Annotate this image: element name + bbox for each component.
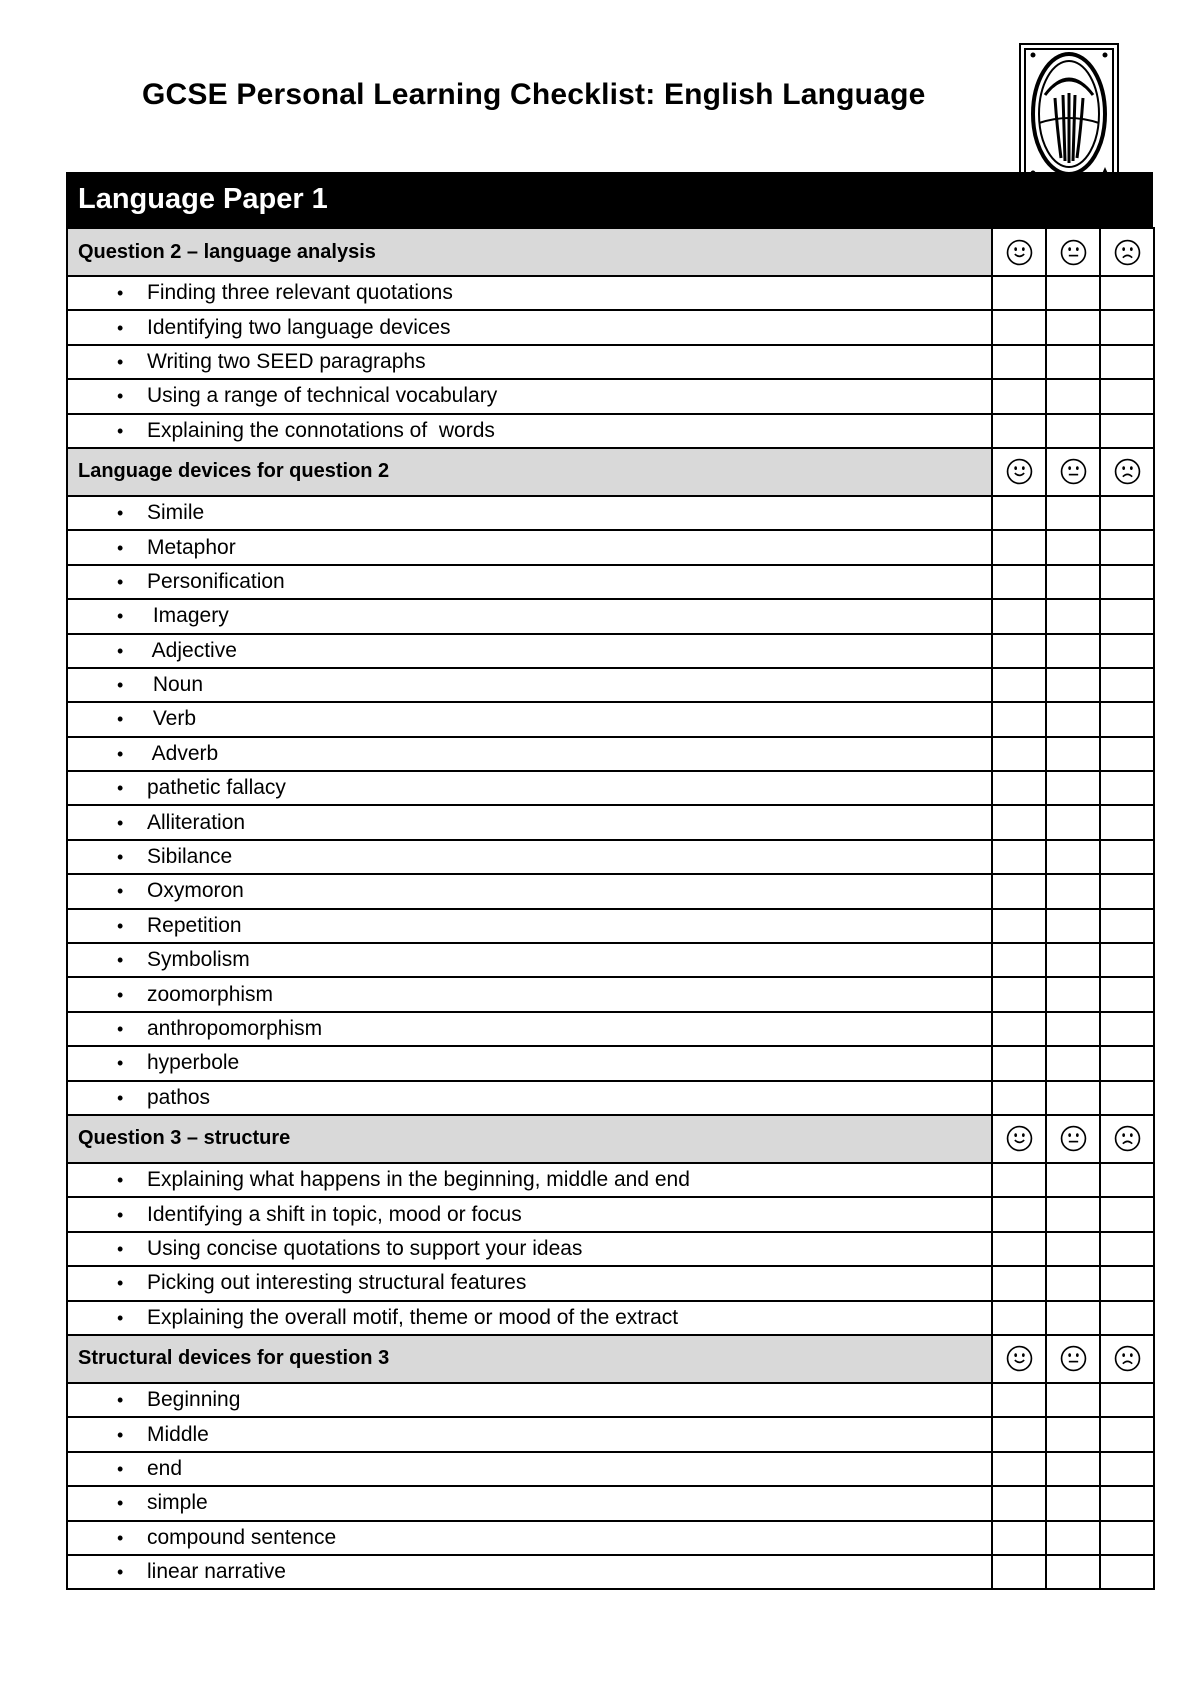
checklist-row [67, 1266, 1154, 1300]
rating-neutral-cell[interactable] [1046, 310, 1100, 344]
school-crest-icon [1019, 43, 1119, 185]
rating-sad-cell[interactable] [1100, 840, 1154, 874]
bullet-icon: • [117, 1238, 124, 1259]
rating-neutral-cell[interactable] [1046, 702, 1100, 736]
rating-neutral-cell[interactable] [1046, 599, 1100, 633]
rating-sad-cell[interactable] [1100, 276, 1154, 310]
bullet-icon: • [117, 1170, 124, 1191]
checklist-item [67, 496, 992, 530]
rating-sad-cell[interactable] [1100, 345, 1154, 379]
bullet-icon: • [117, 1527, 124, 1548]
rating-sad-cell[interactable] [1100, 1417, 1154, 1451]
checklist-item [67, 805, 992, 839]
bullet-icon: • [117, 606, 124, 627]
checklist-item-label: Beginning [147, 1388, 241, 1412]
rating-neutral-cell[interactable] [1046, 771, 1100, 805]
rating-neutral-cell[interactable] [1046, 805, 1100, 839]
rating-sad-cell[interactable] [1100, 1081, 1154, 1115]
rating-sad-cell[interactable] [1100, 737, 1154, 771]
checklist-item-label: linear narrative [147, 1560, 286, 1584]
section-header-row [67, 228, 1154, 276]
rating-sad-cell[interactable] [1100, 909, 1154, 943]
sad-face-icon [1100, 448, 1154, 496]
checklist-item [67, 1383, 992, 1417]
bullet-icon: • [117, 881, 124, 902]
bullet-icon: • [117, 1053, 124, 1074]
rating-neutral-cell[interactable] [1046, 414, 1100, 448]
rating-happy-cell[interactable] [992, 1232, 1046, 1266]
rating-neutral-cell[interactable] [1046, 565, 1100, 599]
bullet-icon: • [117, 1204, 124, 1225]
rating-happy-cell[interactable] [992, 943, 1046, 977]
rating-sad-cell[interactable] [1100, 599, 1154, 633]
bullet-icon: • [117, 1273, 124, 1294]
checklist-row [67, 977, 1154, 1011]
rating-happy-cell[interactable] [992, 840, 1046, 874]
rating-neutral-cell[interactable] [1046, 345, 1100, 379]
checklist-item-label: Personification [147, 569, 285, 593]
rating-neutral-cell[interactable] [1046, 1197, 1100, 1231]
bullet-icon: • [117, 571, 124, 592]
sad-face-icon [1100, 1115, 1154, 1163]
checklist-row [67, 310, 1154, 344]
rating-neutral-cell[interactable] [1046, 668, 1100, 702]
checklist-sheet [66, 172, 1153, 1590]
bullet-icon: • [117, 709, 124, 730]
checklist-item [67, 737, 992, 771]
checklist-item-label: Finding three relevant quotations [147, 281, 453, 305]
bullet-icon: • [117, 317, 124, 338]
rating-neutral-cell[interactable] [1046, 840, 1100, 874]
section-heading: Language devices for question 2 [67, 448, 992, 496]
rating-happy-cell[interactable] [992, 565, 1046, 599]
rating-happy-cell[interactable] [992, 1046, 1046, 1080]
rating-sad-cell[interactable] [1100, 1301, 1154, 1335]
checklist-row [67, 668, 1154, 702]
rating-neutral-cell[interactable] [1046, 1486, 1100, 1520]
checklist-item-label: Explaining the connotations of words [147, 418, 495, 442]
checklist-row [67, 943, 1154, 977]
checklist-item-label: Explaining what happens in the beginning, middle and end [147, 1168, 690, 1192]
rating-happy-cell[interactable] [992, 276, 1046, 310]
checklist-item [67, 345, 992, 379]
checklist-row [67, 379, 1154, 413]
checklist-item-label: Oxymoron [147, 879, 244, 903]
checklist-item [67, 379, 992, 413]
checklist-item [67, 1232, 992, 1266]
rating-sad-cell[interactable] [1100, 530, 1154, 564]
checklist-item-label: pathos [147, 1085, 211, 1109]
checklist-item-label: Repetition [147, 913, 242, 937]
rating-neutral-cell[interactable] [1046, 496, 1100, 530]
rating-neutral-cell[interactable] [1046, 1232, 1100, 1266]
rating-happy-cell[interactable] [992, 1197, 1046, 1231]
rating-sad-cell[interactable] [1100, 414, 1154, 448]
rating-happy-cell[interactable] [992, 909, 1046, 943]
rating-happy-cell[interactable] [992, 1383, 1046, 1417]
rating-happy-cell[interactable] [992, 977, 1046, 1011]
checklist-item [67, 599, 992, 633]
checklist-item [67, 276, 992, 310]
checklist-item [67, 1163, 992, 1197]
happy-face-icon [992, 1115, 1046, 1163]
bullet-icon: • [117, 1307, 124, 1328]
rating-happy-cell[interactable] [992, 414, 1046, 448]
rating-sad-cell[interactable] [1100, 977, 1154, 1011]
checklist-row [67, 345, 1154, 379]
rating-happy-cell[interactable] [992, 1301, 1046, 1335]
rating-sad-cell[interactable] [1100, 943, 1154, 977]
checklist-item-label: Using concise quotations to support your ideas [147, 1236, 583, 1260]
checklist-item-label: zoomorphism [147, 982, 274, 1006]
rating-happy-cell[interactable] [992, 874, 1046, 908]
rating-sad-cell[interactable] [1100, 805, 1154, 839]
rating-sad-cell[interactable] [1100, 565, 1154, 599]
rating-happy-cell[interactable] [992, 1486, 1046, 1520]
rating-neutral-cell[interactable] [1046, 1266, 1100, 1300]
rating-neutral-cell[interactable] [1046, 530, 1100, 564]
checklist-row [67, 1486, 1154, 1520]
bullet-icon: • [117, 950, 124, 971]
rating-sad-cell[interactable] [1100, 1486, 1154, 1520]
bullet-icon: • [117, 1493, 124, 1514]
checklist-item [67, 977, 992, 1011]
happy-face-icon [992, 228, 1046, 276]
checklist-row [67, 1452, 1154, 1486]
rating-happy-cell[interactable] [992, 379, 1046, 413]
checklist-item-label: Noun [147, 673, 204, 697]
bullet-icon: • [117, 1458, 124, 1479]
checklist-item-label: Alliteration [147, 810, 246, 834]
checklist-item [67, 634, 992, 668]
checklist-item-label: Adverb [147, 741, 219, 765]
rating-happy-cell[interactable] [992, 1012, 1046, 1046]
rating-sad-cell[interactable] [1100, 1163, 1154, 1197]
rating-sad-cell[interactable] [1100, 379, 1154, 413]
checklist-item-label: Metaphor [147, 535, 236, 559]
checklist-item-label: compound sentence [147, 1525, 337, 1549]
checklist-row [67, 805, 1154, 839]
rating-happy-cell[interactable] [992, 702, 1046, 736]
rating-happy-cell[interactable] [992, 1521, 1046, 1555]
checklist-row [67, 530, 1154, 564]
checklist-item [67, 310, 992, 344]
rating-neutral-cell[interactable] [1046, 943, 1100, 977]
rating-sad-cell[interactable] [1100, 634, 1154, 668]
rating-neutral-cell[interactable] [1046, 1417, 1100, 1451]
bullet-icon: • [117, 386, 124, 407]
checklist-item-label: simple [147, 1491, 208, 1515]
rating-happy-cell[interactable] [992, 310, 1046, 344]
checklist-row [67, 909, 1154, 943]
bullet-icon: • [117, 1424, 124, 1445]
rating-sad-cell[interactable] [1100, 1383, 1154, 1417]
checklist-row [67, 1417, 1154, 1451]
rating-happy-cell[interactable] [992, 805, 1046, 839]
rating-sad-cell[interactable] [1100, 1521, 1154, 1555]
section-heading: Question 2 – language analysis [67, 228, 992, 276]
checklist-row [67, 496, 1154, 530]
rating-happy-cell[interactable] [992, 634, 1046, 668]
checklist-item [67, 1452, 992, 1486]
rating-neutral-cell[interactable] [1046, 1163, 1100, 1197]
happy-face-icon [992, 1335, 1046, 1383]
checklist-row [67, 634, 1154, 668]
bullet-icon: • [117, 503, 124, 524]
rating-sad-cell[interactable] [1100, 1555, 1154, 1589]
checklist-item [67, 840, 992, 874]
rating-neutral-cell[interactable] [1046, 276, 1100, 310]
checklist-row [67, 1232, 1154, 1266]
rating-neutral-cell[interactable] [1046, 977, 1100, 1011]
rating-sad-cell[interactable] [1100, 496, 1154, 530]
rating-happy-cell[interactable] [992, 496, 1046, 530]
checklist-item [67, 565, 992, 599]
section-header-row [67, 448, 1154, 496]
checklist-row [67, 1012, 1154, 1046]
checklist-item [67, 530, 992, 564]
checklist-row [67, 1555, 1154, 1589]
sad-face-icon [1100, 228, 1154, 276]
rating-happy-cell[interactable] [992, 1163, 1046, 1197]
section-heading: Question 3 – structure [67, 1115, 992, 1163]
checklist-row [67, 1301, 1154, 1335]
checklist-row [67, 737, 1154, 771]
rating-sad-cell[interactable] [1100, 771, 1154, 805]
rating-neutral-cell[interactable] [1046, 1555, 1100, 1589]
rating-happy-cell[interactable] [992, 1266, 1046, 1300]
section-heading: Structural devices for question 3 [67, 1335, 992, 1383]
rating-happy-cell[interactable] [992, 737, 1046, 771]
rating-happy-cell[interactable] [992, 530, 1046, 564]
checklist-row [67, 771, 1154, 805]
bullet-icon: • [117, 351, 124, 372]
checklist-item [67, 909, 992, 943]
rating-neutral-cell[interactable] [1046, 1301, 1100, 1335]
checklist-item-label: Identifying two language devices [147, 315, 451, 339]
rating-happy-cell[interactable] [992, 771, 1046, 805]
checklist-item-label: Writing two SEED paragraphs [147, 349, 426, 373]
checklist-row [67, 565, 1154, 599]
neutral-face-icon [1046, 448, 1100, 496]
rating-sad-cell[interactable] [1100, 1232, 1154, 1266]
bullet-icon: • [117, 283, 124, 304]
rating-sad-cell[interactable] [1100, 702, 1154, 736]
bullet-icon: • [117, 1019, 124, 1039]
checklist-item-label: Using a range of technical vocabulary [147, 384, 498, 408]
checklist-item [67, 1081, 992, 1115]
checklist-item-label: pathetic fallacy [147, 776, 286, 800]
rating-happy-cell[interactable] [992, 599, 1046, 633]
checklist-item-label: Verb [147, 707, 197, 731]
checklist-item [67, 1197, 992, 1231]
section-header-row [67, 1115, 1154, 1163]
checklist-item [67, 874, 992, 908]
rating-neutral-cell[interactable] [1046, 634, 1100, 668]
rating-neutral-cell[interactable] [1046, 1081, 1100, 1115]
rating-happy-cell[interactable] [992, 345, 1046, 379]
rating-sad-cell[interactable] [1100, 668, 1154, 702]
sad-face-icon [1100, 1335, 1154, 1383]
rating-sad-cell[interactable] [1100, 1197, 1154, 1231]
bullet-icon: • [117, 915, 124, 936]
bullet-icon: • [117, 847, 124, 868]
checklist-item-label: Identifying a shift in topic, mood or focus [147, 1202, 522, 1226]
rating-happy-cell[interactable] [992, 1081, 1046, 1115]
bullet-icon: • [117, 640, 124, 661]
checklist-item-label: Adjective [147, 638, 237, 662]
checklist-item-label: Picking out interesting structural features [147, 1271, 527, 1295]
checklist-item-label: Imagery [147, 604, 229, 628]
rating-sad-cell[interactable] [1100, 874, 1154, 908]
checklist-item-label: Sibilance [147, 845, 233, 869]
rating-sad-cell[interactable] [1100, 1012, 1154, 1046]
rating-neutral-cell[interactable] [1046, 909, 1100, 943]
rating-neutral-cell[interactable] [1046, 874, 1100, 908]
happy-face-icon [992, 448, 1046, 496]
checklist-item [67, 771, 992, 805]
checklist-row [67, 1197, 1154, 1231]
checklist-row [67, 1163, 1154, 1197]
rating-happy-cell[interactable] [992, 1555, 1046, 1589]
checklist-item-label: Explaining the overall motif, theme or mood of the extract [147, 1305, 679, 1329]
checklist-row [67, 1521, 1154, 1555]
checklist-row [67, 874, 1154, 908]
bullet-icon: • [117, 675, 124, 696]
checklist-item [67, 414, 992, 448]
rating-sad-cell[interactable] [1100, 1452, 1154, 1486]
checklist-row [67, 276, 1154, 310]
checklist-item [67, 1521, 992, 1555]
neutral-face-icon [1046, 1335, 1100, 1383]
bullet-icon: • [117, 1562, 124, 1583]
bullet-icon: • [117, 537, 124, 558]
checklist-row [67, 414, 1154, 448]
rating-neutral-cell[interactable] [1046, 737, 1100, 771]
rating-neutral-cell[interactable] [1046, 1521, 1100, 1555]
rating-happy-cell[interactable] [992, 1452, 1046, 1486]
checklist-item [67, 1266, 992, 1300]
checklist-item [67, 943, 992, 977]
rating-neutral-cell[interactable] [1046, 1383, 1100, 1417]
checklist-item-label: anthropomorphism [147, 1017, 323, 1040]
checklist-row [67, 1383, 1154, 1417]
bullet-icon: • [117, 743, 124, 764]
checklist-item [67, 1012, 992, 1046]
checklist-table [66, 227, 1155, 1590]
checklist-item [67, 1417, 992, 1451]
checklist-row [67, 1046, 1154, 1080]
rating-neutral-cell[interactable] [1046, 1046, 1100, 1080]
bullet-icon: • [117, 420, 124, 441]
checklist-item [67, 1555, 992, 1589]
rating-happy-cell[interactable] [992, 668, 1046, 702]
rating-neutral-cell[interactable] [1046, 1452, 1100, 1486]
checklist-item [67, 1301, 992, 1335]
rating-sad-cell[interactable] [1100, 1266, 1154, 1300]
rating-neutral-cell[interactable] [1046, 1012, 1100, 1046]
checklist-row [67, 599, 1154, 633]
rating-happy-cell[interactable] [992, 1417, 1046, 1451]
rating-neutral-cell[interactable] [1046, 379, 1100, 413]
checklist-item [67, 702, 992, 736]
checklist-row [67, 840, 1154, 874]
paper-title-bar: Language Paper 1 [66, 172, 1153, 227]
bullet-icon: • [117, 812, 124, 833]
checklist-item-label: Middle [147, 1422, 209, 1446]
rating-sad-cell[interactable] [1100, 1046, 1154, 1080]
bullet-icon: • [117, 984, 124, 1005]
checklist-item-label: end [147, 1456, 183, 1480]
bullet-icon: • [117, 1087, 124, 1108]
checklist-item [67, 1046, 992, 1080]
checklist-item [67, 668, 992, 702]
checklist-item-label: Symbolism [147, 948, 250, 972]
checklist-item-label: Simile [147, 501, 205, 525]
neutral-face-icon [1046, 1115, 1100, 1163]
bullet-icon: • [117, 778, 124, 799]
neutral-face-icon [1046, 228, 1100, 276]
section-header-row [67, 1335, 1154, 1383]
bullet-icon: • [117, 1390, 124, 1411]
checklist-row [67, 1081, 1154, 1115]
rating-sad-cell[interactable] [1100, 310, 1154, 344]
page-title: GCSE Personal Learning Checklist: English Language [142, 78, 926, 111]
checklist-item [67, 1486, 992, 1520]
checklist-row [67, 702, 1154, 736]
checklist-item-label: hyperbole [147, 1051, 240, 1075]
